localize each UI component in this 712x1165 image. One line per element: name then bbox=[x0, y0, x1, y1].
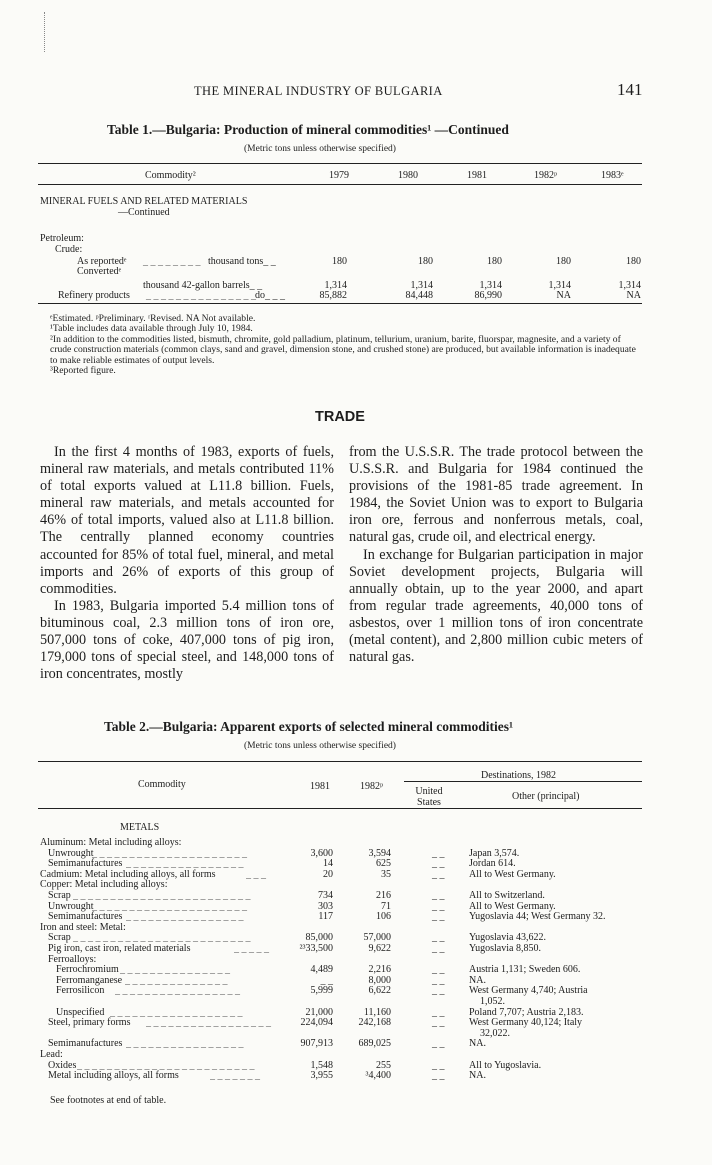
table2-cell-1981: 4,489 bbox=[310, 964, 333, 975]
table2-cell-1981: 907,913 bbox=[300, 1038, 333, 1049]
table2-cell-other: NA. bbox=[469, 975, 486, 986]
table2-cell-us: _ _ bbox=[432, 964, 445, 975]
table2-cell-other: All to Switzerland. bbox=[469, 890, 545, 901]
table1-section: MINERAL FUELS AND RELATED MATERIALS bbox=[40, 196, 248, 207]
table2-row-label: Ferrosilicon bbox=[56, 985, 105, 996]
table2-row-leader: _ _ _ _ _ _ _ _ _ _ _ _ _ _ _ _ _ _ _ _ _ _ _ _ bbox=[73, 932, 251, 943]
table2-cell-1982: 57,000 bbox=[363, 932, 391, 943]
table2-section: METALS bbox=[120, 822, 160, 833]
table2-row-label: Aluminum: Metal including alloys: bbox=[40, 837, 182, 848]
table2-row-label: Pig iron, cast iron, related materials bbox=[48, 943, 191, 954]
table1-cell: 180 bbox=[487, 256, 502, 267]
table2-row-leader: _ _ _ _ _ _ _ _ _ _ _ _ _ _ _ _ bbox=[126, 911, 244, 922]
table2-row-label: Ferrochromium bbox=[56, 964, 119, 975]
table2-cell-us: _ _ bbox=[432, 1060, 445, 1071]
table2-footer-note: See footnotes at end of table. bbox=[50, 1095, 167, 1106]
table2-cell-other: Yugoslavia 44; West Germany 32. bbox=[469, 911, 606, 922]
table1-header-rule bbox=[38, 184, 642, 185]
table1-cell: NA bbox=[556, 290, 571, 301]
table2-row-label: Cadmium: Metal including alloys, all forms bbox=[40, 869, 216, 880]
table2-cell-1981: 303 bbox=[318, 901, 333, 912]
table1-header-1979: 1979 bbox=[329, 170, 349, 181]
table2-row-label: Copper: Metal including alloys: bbox=[40, 879, 168, 890]
table2-row-label: Ferroalloys: bbox=[48, 954, 97, 965]
table2-row-label: Semimanufactures bbox=[48, 1038, 123, 1049]
table1-bottom-rule bbox=[38, 303, 642, 304]
table2-cell-1982: 71 bbox=[381, 901, 391, 912]
table2-cell-1982: 255 bbox=[376, 1060, 391, 1071]
table2-cell-1982: 242,168 bbox=[358, 1017, 391, 1028]
table2-cell-other: West Germany 40,124; Italy bbox=[469, 1017, 583, 1028]
table2-cell-other: Jordan 614. bbox=[469, 858, 516, 869]
table1-row-unit: thousand tons_ _ bbox=[208, 256, 276, 267]
table2-cell-other: All to Yugoslavia. bbox=[469, 1060, 542, 1071]
table1-cell: 180 bbox=[556, 256, 571, 267]
table2-row-label: Unspecified bbox=[56, 1007, 105, 1018]
table1-row-label: As reportedᵉ bbox=[77, 256, 127, 267]
trade-paragraph-1: In the first 4 months of 1983, exports of fuels, mineral raw materials, and metals contributed 11% of total exports valued at L11.8 billion. Fuels, mineral raw materials, and metals accounted for 46% of total imports, valued also at L11.8 billion. The centrally planned economy countries accounted for 85% of total fuel, mineral, and metal imports and 26% of exports of this group of commodities. bbox=[40, 444, 334, 597]
table1-header-1981: 1981 bbox=[467, 170, 487, 181]
table1-footnote-3: ³Reported figure. bbox=[50, 365, 116, 377]
table2-cell-other: Japan 3,574. bbox=[469, 848, 520, 859]
table2-row-label: Steel, primary forms bbox=[48, 1017, 131, 1028]
table2-cell-us: _ _ bbox=[432, 1007, 445, 1018]
table2-cell-1981: 85,000 bbox=[305, 932, 333, 943]
table2-row-label: Lead: bbox=[40, 1049, 63, 1060]
table2-cell-1982: 2,216 bbox=[368, 964, 391, 975]
table2-cell-other: NA. bbox=[469, 1070, 486, 1081]
table2-cell-us: _ _ bbox=[432, 848, 445, 859]
page-number: 141 bbox=[617, 80, 643, 99]
table1-top-rule bbox=[38, 163, 642, 164]
table1-cell: 1,314 bbox=[324, 280, 347, 291]
table2-cell-1982: 216 bbox=[376, 890, 391, 901]
table1-header-1980: 1980 bbox=[398, 170, 418, 181]
table1-cell: 1,314 bbox=[410, 280, 433, 291]
table2-cell-1981: _ _ bbox=[320, 975, 333, 986]
table2-cell-us: _ _ bbox=[432, 1070, 445, 1081]
table2-cell-1982: ³4,400 bbox=[365, 1070, 391, 1081]
table1-cell: 1,314 bbox=[479, 280, 502, 291]
table2-cell-us: _ _ bbox=[432, 985, 445, 996]
table1-cell: 1,314 bbox=[548, 280, 571, 291]
table2-header-1981: 1981 bbox=[310, 781, 330, 792]
table2-cell-1981: 5,999 bbox=[310, 985, 333, 996]
table2-cell-us: _ _ bbox=[432, 858, 445, 869]
table1-subgroup: Crude: bbox=[55, 244, 83, 255]
table2-cell-other: NA. bbox=[469, 1038, 486, 1049]
table2-header-other: Other (principal) bbox=[512, 791, 580, 802]
table2-row-label: Metal including alloys, all forms bbox=[48, 1070, 179, 1081]
table1-row-label: Refinery products bbox=[58, 290, 130, 301]
table2-row-label: Scrap bbox=[48, 890, 71, 901]
table2-cell-other: All to West Germany. bbox=[469, 869, 556, 880]
table2-header-rule bbox=[38, 808, 642, 809]
table2-cell-1982: 11,160 bbox=[363, 1007, 391, 1018]
table2-cell-1982: 35 bbox=[381, 869, 391, 880]
table1-footnote-1: ¹Table includes data available through July 10, 1984. bbox=[50, 323, 253, 335]
table2-row-leader: _ _ _ bbox=[246, 869, 266, 880]
trade-left-column bbox=[40, 444, 334, 683]
table2-cell-us: _ _ bbox=[432, 943, 445, 954]
table1-cell: 180 bbox=[418, 256, 433, 267]
table1-row-leader: _ _ _ _ _ _ _ _ bbox=[143, 256, 201, 267]
table1-cell: 86,990 bbox=[474, 290, 502, 301]
table2-row-leader: _ _ _ _ _ _ _ _ _ _ _ _ _ _ _ _ _ _ _ _ _ _ _ _ bbox=[77, 1060, 255, 1071]
table2-row-leader: _ _ _ _ _ _ _ _ _ _ _ _ _ _ bbox=[125, 975, 228, 986]
trade-paragraph-2: In 1983, Bulgaria imported 5.4 million tons of bituminous coal, 2.3 million tons of iron ore, 507,000 tons of coke, 407,000 tons of pig iron, 179,000 tons of special steel, and 148,000 tons of iron concentrates, mostly bbox=[40, 597, 334, 683]
table2-header-us: United States bbox=[415, 786, 443, 808]
table2-cell-us: _ _ bbox=[432, 901, 445, 912]
section-heading-trade: TRADE bbox=[315, 409, 365, 425]
table2-cell-1981: 20 bbox=[323, 869, 333, 880]
table2-cell-us: _ _ bbox=[432, 890, 445, 901]
table2-row-leader: _ _ _ _ _ _ _ _ _ _ _ _ _ _ _ _ _ bbox=[115, 985, 240, 996]
table2-row-leader: _ _ _ _ _ _ _ _ _ _ _ _ _ _ _ _ _ _ _ _ _ bbox=[92, 848, 247, 859]
table2-cell-1981: 734 bbox=[318, 890, 333, 901]
table1-row-unit: do_ _ _ bbox=[255, 290, 285, 301]
table2-row-label: Ferromanganese bbox=[56, 975, 123, 986]
table2-cell-1982: 9,622 bbox=[368, 943, 391, 954]
table1-subtitle: (Metric tons unless otherwise specified) bbox=[244, 144, 396, 154]
table2-header-1982: 1982ᵖ bbox=[360, 781, 384, 792]
table1-cell: 1,314 bbox=[618, 280, 641, 291]
table2-cell-1982: 689,025 bbox=[358, 1038, 391, 1049]
table2-title: Table 2.—Bulgaria: Apparent exports of selected mineral commodities¹ bbox=[104, 719, 514, 734]
table1-cell: 85,882 bbox=[319, 290, 347, 301]
trade-paragraph-3: from the U.S.S.R. The trade protocol between the U.S.S.R. and Bulgaria for 1984 continued the provisions of the 1981-85 trade agreement. In 1984, the Soviet Union was to export to Bulgaria iron ore, ferrous and nonferrous metals, coal, natural gas, crude oil, and electrical energy. bbox=[349, 444, 643, 546]
table2-cell-other: West Germany 4,740; Austria bbox=[469, 985, 588, 996]
table1-row-unit: thousand 42-gallon barrels_ _ bbox=[143, 280, 263, 291]
table2-cell-1982: 3,594 bbox=[368, 848, 391, 859]
trade-paragraph-4: In exchange for Bulgarian participation in major Soviet development projects, Bulgaria will annually obtain, up to the year 2000, and apart from regular trade agreements, 40,000 tons of asbestos, over 1 million tons of iron concentrate (metal content), and 2,800 million cubic meters of natural gas. bbox=[349, 546, 643, 666]
table2-cell-1982: 6,622 bbox=[368, 985, 391, 996]
table1-row-leader: _ _ _ _ _ _ _ _ _ _ _ _ _ _ _ bbox=[146, 290, 256, 301]
table2-cell-1981: 21,000 bbox=[305, 1007, 333, 1018]
table2-cell-1982: 106 bbox=[376, 911, 391, 922]
table2-cell-us: _ _ bbox=[432, 1038, 445, 1049]
table2-cell-other: Yugoslavia 8,850. bbox=[469, 943, 541, 954]
table2-destinations-rule bbox=[404, 781, 642, 782]
table2-header-destinations: Destinations, 1982 bbox=[481, 770, 556, 781]
table2-cell-other: Yugoslavia 43,622. bbox=[469, 932, 546, 943]
table2-cell-1981: 117 bbox=[318, 911, 333, 922]
table2-cell-us: _ _ bbox=[432, 911, 445, 922]
table2-top-rule bbox=[38, 761, 642, 762]
table1-title: Table 1.—Bulgaria: Production of mineral commodities¹ —Continued bbox=[107, 122, 509, 137]
table2-cell-other: Austria 1,131; Sweden 606. bbox=[469, 964, 581, 975]
table2-row-label: Scrap bbox=[48, 932, 71, 943]
table1-section-cont: —Continued bbox=[118, 207, 170, 218]
table2-cell-us: _ _ bbox=[432, 975, 445, 986]
table2-cell-1982: 8,000 bbox=[368, 975, 391, 986]
table1-footnote-legend: ᵉEstimated. ᵖPreliminary. ʳRevised. NA Not available. bbox=[50, 313, 256, 324]
table2-row-label: Semimanufactures bbox=[48, 858, 123, 869]
table2-row-leader: _ _ _ _ _ _ _ _ _ _ _ _ _ _ _ _ _ _ _ _ _ _ _ _ bbox=[73, 890, 251, 901]
table1-row-label: Convertedᵉ bbox=[77, 266, 122, 277]
table2-cell-1981: 3,600 bbox=[310, 848, 333, 859]
table2-subtitle: (Metric tons unless otherwise specified) bbox=[244, 741, 396, 751]
table2-cell-1982: 625 bbox=[376, 858, 391, 869]
table2-row-label: Unwrought bbox=[48, 848, 94, 859]
table2-row-label: Semimanufactures bbox=[48, 911, 123, 922]
table2-row-label: Iron and steel: Metal: bbox=[40, 922, 126, 933]
table2-cell-other: All to West Germany. bbox=[469, 901, 556, 912]
table2-row-label: Oxides bbox=[48, 1060, 77, 1071]
table2-cell-other: 1,052. bbox=[480, 996, 505, 1007]
table1-cell: 180 bbox=[626, 256, 641, 267]
table2-row-leader: _ _ _ _ _ _ _ bbox=[210, 1070, 260, 1081]
table2-cell-us: _ _ bbox=[432, 1017, 445, 1028]
table1-footnote-2: ²In addition to the commodities listed, bismuth, chromite, gold palladium, platinum, tellurium, uranium, barite, fluorspar, magnesite, and a variety of crude construction materials (common clays, sand and gravel, dimension stone, and crushed stone) are produced, but available information is inadequate to make reliable estimates of output levels. bbox=[50, 333, 636, 366]
table1-header-1982: 1982ᵖ bbox=[534, 170, 558, 181]
table2-cell-other: 32,022. bbox=[480, 1028, 510, 1039]
table2-cell-us: _ _ bbox=[432, 932, 445, 943]
table2-row-leader: _ _ _ _ _ _ _ _ _ _ _ _ _ _ _ _ bbox=[126, 1038, 244, 1049]
table2-cell-1981: 224,094 bbox=[300, 1017, 333, 1028]
table2-cell-other: Poland 7,707; Austria 2,183. bbox=[469, 1007, 584, 1018]
margin-mark bbox=[44, 12, 46, 52]
table2-cell-1981: 1,548 bbox=[310, 1060, 333, 1071]
table2-header-commodity: Commodity bbox=[138, 779, 186, 790]
table2-cell-1981: 3,955 bbox=[310, 1070, 333, 1081]
table1-cell: 180 bbox=[332, 256, 347, 267]
table1-cell: 84,448 bbox=[405, 290, 433, 301]
table2-cell-1981: ²³33,500 bbox=[299, 943, 333, 954]
table1-header-commodity: Commodity² bbox=[145, 170, 196, 181]
trade-right-column bbox=[349, 444, 643, 666]
running-head: THE MINERAL INDUSTRY OF BULGARIA bbox=[194, 84, 443, 98]
table2-row-leader: _ _ _ _ _ _ _ _ _ _ _ _ _ _ _ _ bbox=[126, 858, 244, 869]
table1-cell: NA bbox=[626, 290, 641, 301]
table2-row-label: Unwrought bbox=[48, 901, 94, 912]
table2-row-leader: _ _ _ _ _ _ _ _ _ _ _ _ _ _ _ bbox=[120, 964, 230, 975]
table2-cell-1981: 14 bbox=[323, 858, 333, 869]
table1-header-1983: 1983ᵉ bbox=[601, 170, 624, 181]
table1-footnotes bbox=[38, 314, 644, 376]
table2-row-leader: _ _ _ _ _ _ _ _ _ _ _ _ _ _ _ _ _ _ bbox=[110, 1007, 243, 1018]
table2-row-leader: _ _ _ _ _ _ _ _ _ _ _ _ _ _ _ _ _ bbox=[146, 1017, 271, 1028]
table2-cell-us: _ _ bbox=[432, 869, 445, 880]
table2-row-leader: _ _ _ _ _ _ _ _ _ _ _ _ _ _ _ _ _ _ _ _ _ bbox=[92, 901, 247, 912]
table1-group: Petroleum: bbox=[40, 233, 84, 244]
table2-row-leader: _ _ _ _ _ bbox=[234, 943, 269, 954]
